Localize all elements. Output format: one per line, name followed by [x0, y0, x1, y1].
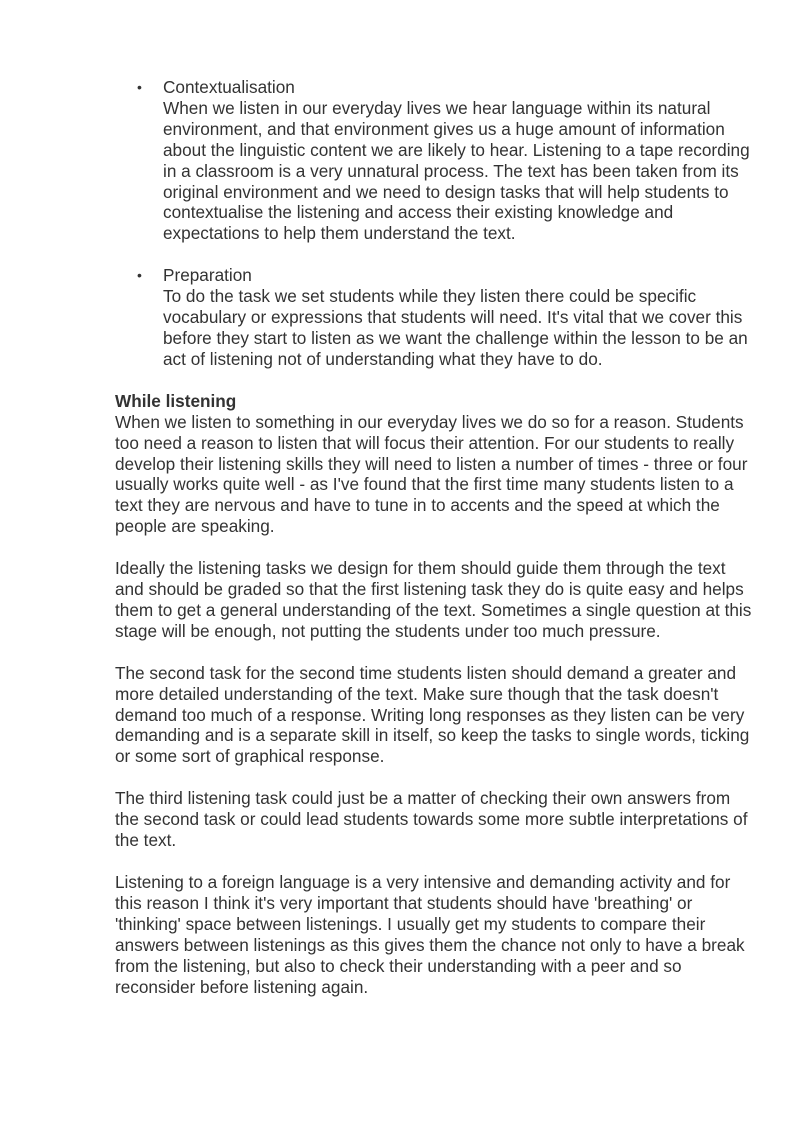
document-page	[115, 77, 755, 1018]
bullet-title: Preparation	[163, 265, 252, 286]
bullet-item-contextualisation	[137, 77, 755, 244]
bullet-icon: •	[137, 267, 142, 284]
bullet-list	[115, 77, 755, 370]
section-heading: While listening	[115, 390, 237, 411]
bullet-item-preparation	[137, 265, 755, 370]
paragraph: The second task for the second time students listen should demand a greater and more detailed understanding of the text. Make sure though that the task doesn't demand too much of a response. Writing long responses as they listen can be very demanding and is a separate skill in itself, so keep the tasks to single words, ticking or some sort of graphical response.	[115, 662, 750, 767]
bullet-title: Contextualisation	[163, 77, 295, 97]
bullet-text: When we listen in our everyday lives we hear language within its natural environment, and that environment gives us a huge amount of information about the linguistic content we are likely to hear. Listening to a tape recording in a classroom is a very unnatural process. The text has been taken from its original environment and we need to design tasks that will help students to contextualise the listening and access their existing knowledge and expectations to help them understand the text.	[163, 97, 750, 244]
paragraph: The third listening task could just be a matter of checking their own answers from the second task or could lead students towards some more subtle interpretations of the text.	[115, 788, 748, 851]
paragraph: Ideally the listening tasks we design for them should guide them through the text and should be graded so that the first listening task they do is quite easy and helps them to get a general understanding of the text. Sometimes a single question at this stage will be enough, not putting the students under too much pressure.	[115, 558, 752, 641]
paragraph: Listening to a foreign language is a very intensive and demanding activity and for this reason I think it's very important that students should have 'breathing' or 'thinking' space between listenings. I usually get my students to compare their answers between listenings as this gives them the chance not only to have a break from the listening, but also to check their understanding with a peer and so reconsider before listening again.	[115, 872, 745, 997]
bullet-text: To do the task we set students while they listen there could be specific vocabulary or expressions that students will need. It's vital that we cover this before they start to listen as we want the challenge within the lesson to be an act of listening not of understanding what they have to do.	[163, 286, 748, 369]
paragraph: When we listen to something in our everyday lives we do so for a reason. Students too need a reason to listen that will focus their attention. For our students to really develop their listening skills they will need to listen a number of times - three or four usually works quite well - as I've found that the first time many students listen to a text they are nervous and have to tune in to accents and the speed at which the people are speaking.	[115, 411, 748, 537]
bullet-icon: •	[137, 79, 142, 95]
